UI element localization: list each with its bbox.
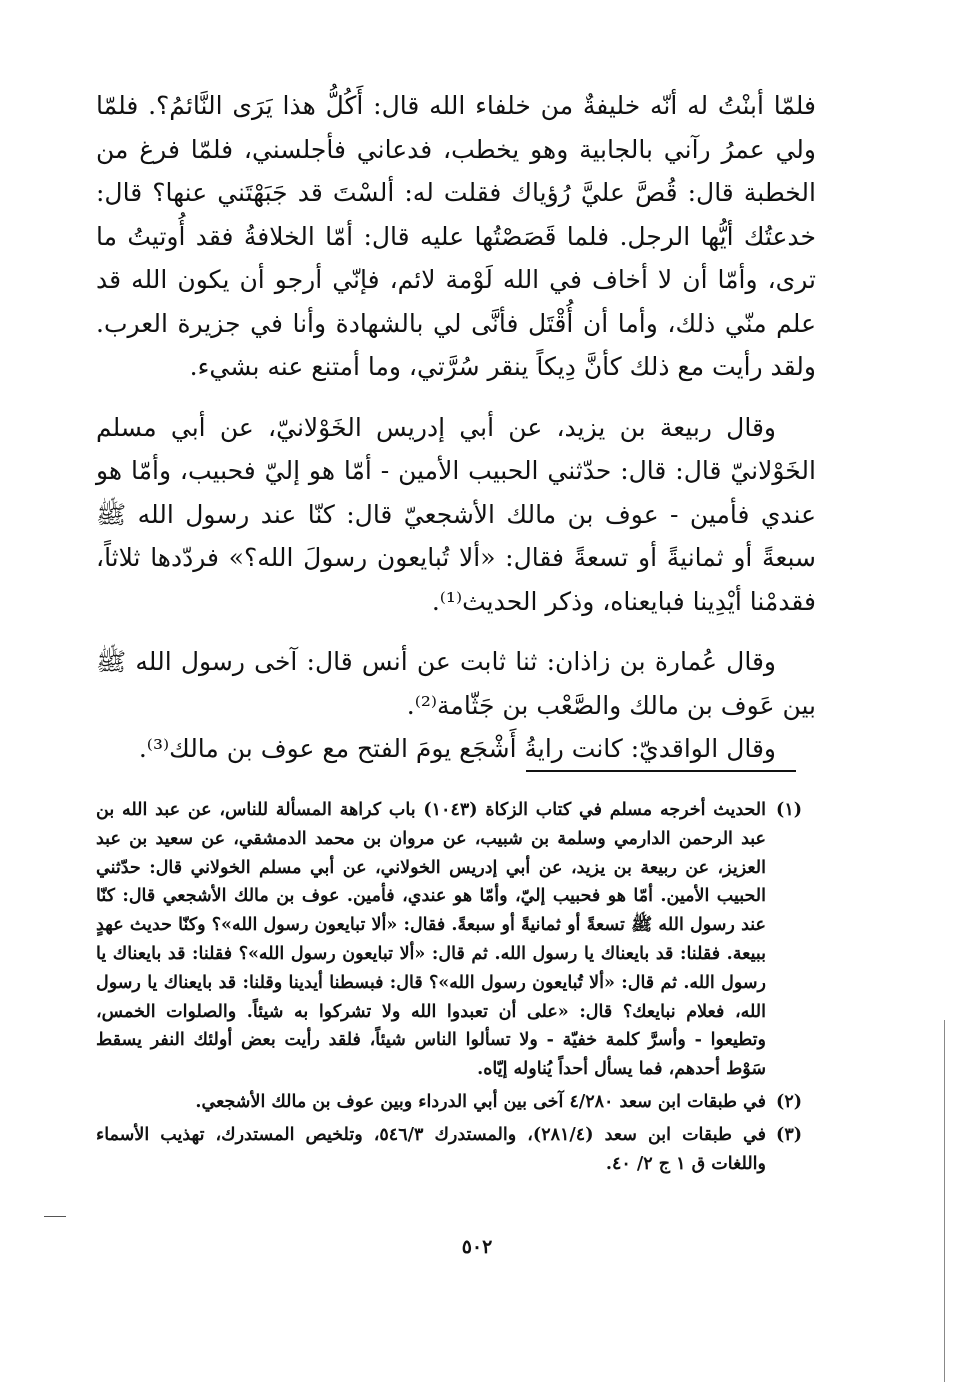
footnote-number: (١) [776, 800, 802, 820]
footnotes [96, 796, 802, 1182]
footnote-3 [96, 1121, 802, 1179]
footnote-separator [526, 770, 796, 772]
page-number: ٥٠٢ [461, 1236, 493, 1258]
paragraph-text: وقال الواقديّ: كانت رايةُ أَشْجَع يومَ الفتح مع عوف بن مالك⁽³⁾. [138, 734, 776, 763]
paragraph-text: وقال ربيعة بن يزيد، عن أبي إدريس الخَوْلانيّ، عن أبي مسلم الخَوْلانيّ قال: قال: حدّثني الحبيب الأمين - أمّا هو إليّ فحبيب، وأمّا هو عندي فأمين - عوف بن مالك الأشجعيّ قال: كنّا عند رسول الله ﷺ سبعةً أو ثمانيةً أو تسعةً فقال: «ألا تُبايعون رسولَ الله؟» فردّدها ثلاثاً، فقدمْنا أيْدِينا فبايعناه، وذكر الحديث⁽¹⁾. [96, 412, 816, 616]
paragraph-text: وقال عُمارة بن زاذان: ثنا ثابت عن أنس قال: آخى رسول الله ﷺ بين عَوف بن مالك والصَّعْب بن جَثّامة⁽²⁾. [96, 647, 816, 720]
footnote-text: في طبقات ابن سعد ٤/٢٨٠ آخى بين أبي الدرداء وبين عوف بن مالك الأشجعي. [195, 1091, 766, 1112]
footnote-1 [96, 796, 802, 1084]
footnote-number: (٢) [776, 1091, 802, 1112]
footnote-text: الحديث أخرجه مسلم في كتاب الزكاة (١٠٤٣) باب كراهة المسألة للناس، عن عبد الله بن عبد الرحمن الدارمي وسلمة بن شبيب، عن مروان بن محمد الدمشقي، عن سعيد بن عبد العزيز، عن ربيعة بن يزيد، عن أبي إدريس الخولاني، عن أبي مسلم الخولاني قال: حدّثني الحبيب الأمين. أمّا هو فحبيب إليّ، وأمّا هو عندي، فأمين. عوف بن مالك الأشجعي قال: كنّا عند رسول الله ﷺ تسعةً أو ثمانيةً أو سبعةً. فقال: «ألا تبايعون رسول الله»؟ وكنّا حديث عهدٍ ببيعة. فقلنا: قد بايعناك يا رسول الله. ثم قال: «ألا تبايعون رسول الله»؟ فقلنا: قد بايعناك يا رسول الله. ثم قال: «ألا تُبايعون رسول الله»؟ قال: فبسطنا أيدينا وقلنا: قد بايعناك يا رسول الله، فعلام نبايعك؟ قال: «على أن تعبدوا الله ولا تشركوا به شيئاً. والصلوات الخمس، وتطيعوا - وأسرَّ كلمة خفيّة - ولا تسألوا الناس شيئاً، فلقد رأيت بعض أولئك النفر يسقط سَوْط أحدهم، فما يسأل أحداً يُناوله إيّاه. [96, 800, 766, 1080]
footnote-number: (٣) [776, 1124, 802, 1145]
paragraph [96, 727, 816, 771]
paragraph [96, 406, 816, 624]
paragraph: فلمّا أبنْتُ له أنّه خليفةٌ من خلفاء الله قال: أَكُلُّ هذا يَرَى النَّائمُ؟. فلمّا ولي عمرُ رآني بالجابية وهو يخطب، فدعاني فأجلسني، فلمّا فرغ من الخطبة قال: قُصَّ عليَّ رُؤياك فقلت له: ألسْتَ قد جَبَهْتَني عنها؟ قال: خدعتُك أيُّها الرجل. فلما قَصَصْتُها عليه قال: أمّا الخلافةُ فقد أُوتيتُ ما ترى، وأمّا أن لا أخاف في الله لَوْمة لائم، فإنّي أرجو أن يكون الله قد علم منّي ذلك، وأما أن أُقْتَل فأنَّى لي بالشهادة وأنا في جزيرة العرب. ولقد رأيت مع ذلك كأنَّ دِيكاً ينقر سُرَّتي، وما أمتنع عنه بشيء. [96, 91, 816, 381]
main-text [96, 84, 816, 771]
footnote-text: في طبقات ابن سعد (٢٨١/٤)، والمستدرك ٥٤٦/٣، وتلخيص المستدرك، تهذيب الأسماء واللغات ق ١ ج ٢/ ٤٠. [96, 1124, 766, 1174]
margin-mark [44, 1216, 66, 1217]
footnote-2 [96, 1088, 802, 1117]
scan-edge [944, 1020, 945, 1382]
paragraph [96, 640, 816, 727]
